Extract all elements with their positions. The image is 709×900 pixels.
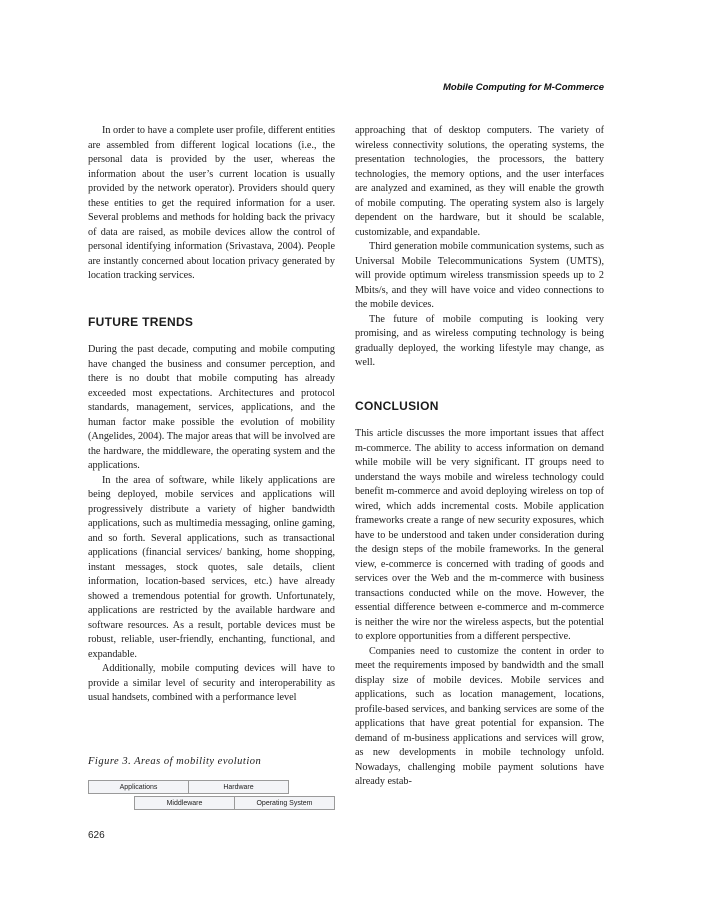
paragraph-software: In the area of software, while likely applications are being deployed, mobile services and applications will progressively distribute a variety of higher bandwidth applications, such as multimedia messaging, online gaming, and so forth. Several applications, such as transactional applications (financial services/ banking, home shopping, instant messages, stock quotes, sale details, client information, location-based services, etc.) have already showed a tremendous potential for growth. Unfortunately, applications are restricted by the available hardware and software resources. As a result, portable devices must be robust, reliable, user-friendly, enchanting, functional, and expandable. — [88, 474, 335, 660]
paragraph-third-generation: Third generation mobile communication systems, such as Universal Mobile Telecommunications System (UMTS), will provide optimum wireless transmission speeds up to 2 Mbits/s, and they will have voice and video connections to the mobile devices. — [355, 241, 604, 310]
paragraph-desktop-computers: approaching that of desktop computers. The variety of wireless connectivity solutions, the operating systems, the presentation technologies, the processors, the battery technologies, the memory options, and the user interfaces are analyzed and examined, as they will enable the growth of mobile computing. The operating system also is largely dependent on the hardware, but it should be scalable, customizable, and expandable. — [355, 125, 604, 238]
box-applications: Applications — [88, 780, 189, 794]
figure-caption: Figure 3. Areas of mobility evolution — [88, 756, 262, 767]
right-column — [355, 124, 604, 790]
paragraph-future-promising: The future of mobile computing is looking very promising, and as wireless computing technology is being gradually deployed, the working lifestyle may change, as well. — [355, 313, 604, 368]
page-number: 626 — [88, 830, 105, 841]
box-operating-system: Operating System — [234, 796, 335, 810]
paragraph-additionally: Additionally, mobile computing devices will have to provide a similar level of security and interoperability as usual handsets, combined with a performance level — [88, 663, 335, 703]
left-column — [88, 124, 335, 706]
box-middleware: Middleware — [134, 796, 235, 810]
paragraph-user-profile: In order to have a complete user profile, different entities are assembled from different logical locations (i.e., the personal data is provided by the user, whereas the information about the user’s current location is usually provided by the network operator). Providers should query these entities to get the required information for a user. Several problems and methods for holding back the privacy of data are raised, as mobile devices allow the control of personal identifying information (Srivastava, 2004). People are instantly concerned about location privacy generated by location tracking services. — [88, 125, 335, 281]
box-hardware: Hardware — [188, 780, 289, 794]
paragraph-past-decade: During the past decade, computing and mobile computing have changed the business and consumer perception, and there is no doubt that mobile computing has already exceeded most expectations. Architectures and protocol standards, management, services, applications, and the human factor make possible the evolution of mobility (Angelides, 2004). The major areas that will be involved are the hardware, the middleware, the operating system and the applications. — [88, 344, 335, 471]
heading-conclusion: CONCLUSION — [355, 398, 439, 413]
running-header: Mobile Computing for M-Commerce — [443, 82, 604, 93]
paragraph-companies: Companies need to customize the content in order to meet the requirements imposed by bandwidth and the small display size of mobile devices. Mobile services and applications, such as location management, locations, profile-based services, and banking services are some of the applications that have great potential for expansion. The demand of m-business applications and services will grow, as new developments in mobile technology unfold. Nowadays, challenging mobile payment solutions have already estab- — [355, 645, 604, 787]
paragraph-conclusion: This article discusses the more important issues that affect m-commerce. The ability to access information on demand while mobile will be very significant. IT groups need to understand the ways mobile and wireless technology could benefit m-commerce and avoid deploying wireless on top of wired, which adds incremental costs. Mobile application frameworks create a range of new security exposures, which have to be understood and taken under consideration during the design steps of the mobile frameworks. In the general view, e-commerce is concerned with trading of goods and services over the Web and the m-commerce with business transactions conducted while on the move. However, the essential difference between e-commerce and m-commerce is neither the wire nor the wireless aspects, but the potential to explore opportunities from a different perspective. — [355, 428, 604, 642]
heading-future-trends: FUTURE TRENDS — [88, 314, 194, 329]
